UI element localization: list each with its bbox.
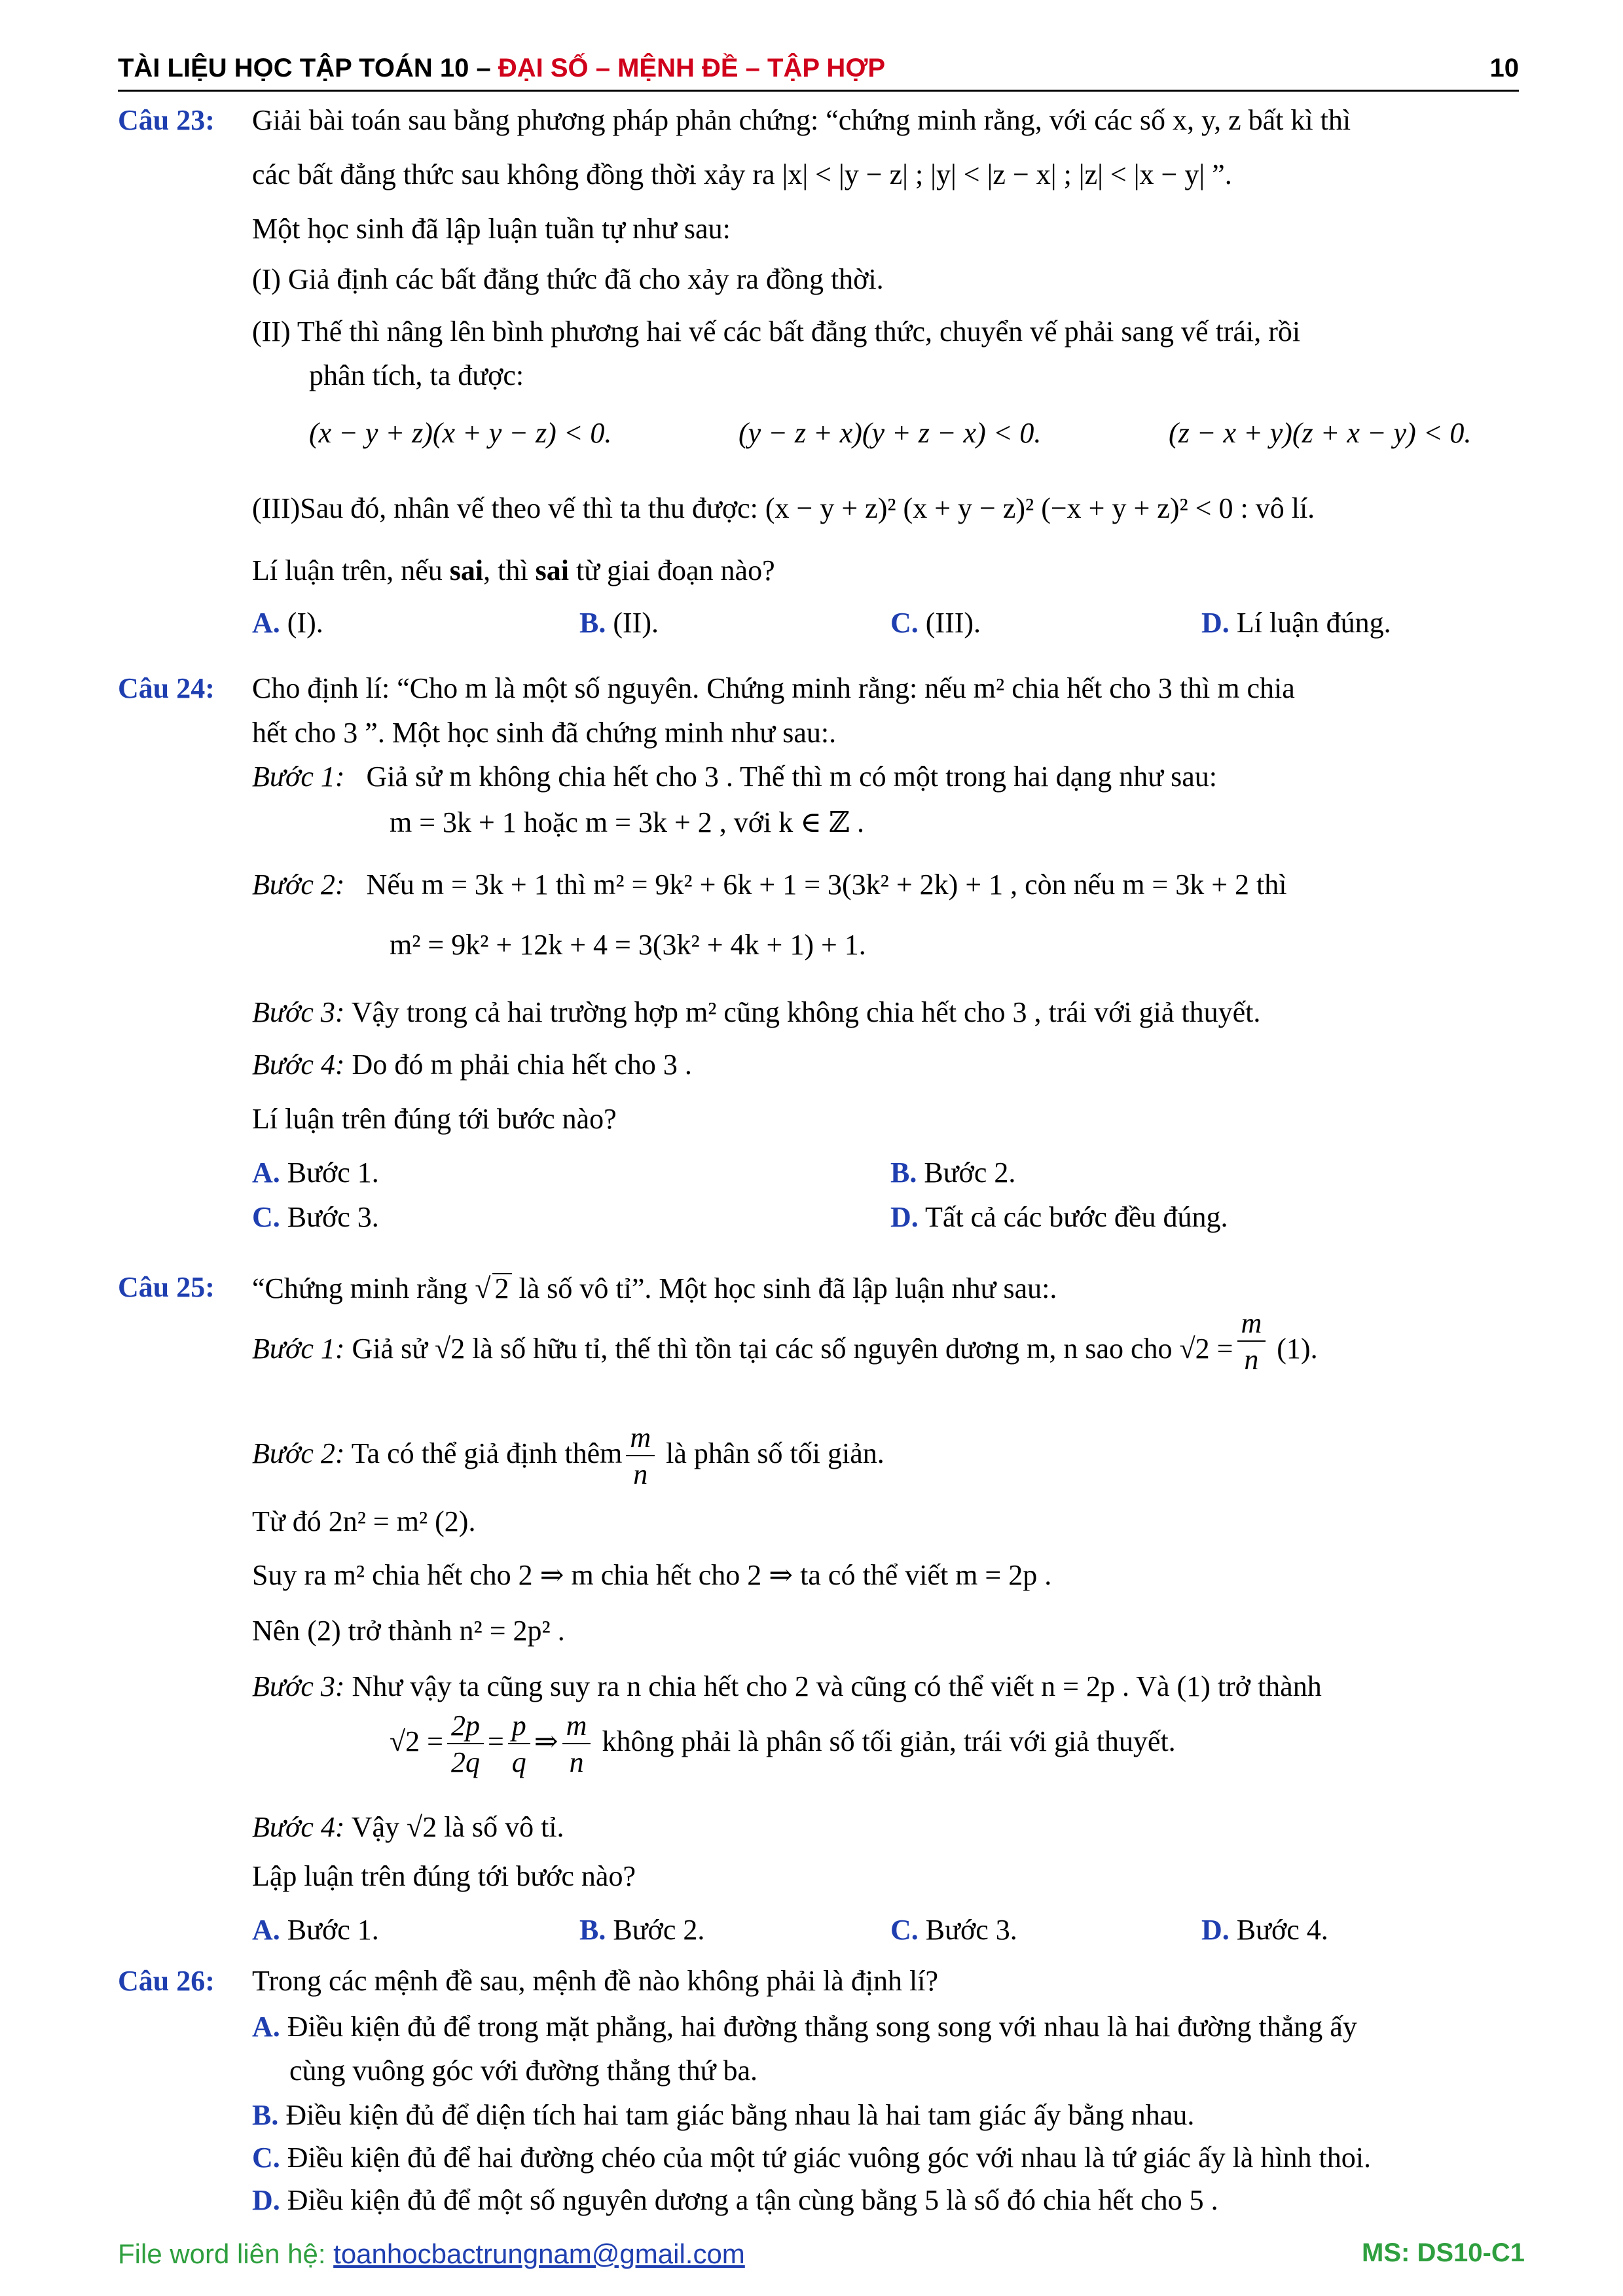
option-label: B. bbox=[890, 1157, 917, 1189]
q25-step2 bbox=[252, 1424, 884, 1489]
step-text: Do đó m phải chia hết cho 3 . bbox=[344, 1049, 692, 1081]
option-text: (III). bbox=[918, 607, 981, 639]
option-label: D. bbox=[1201, 1914, 1230, 1946]
option-label: C. bbox=[252, 2142, 280, 2174]
option-label: A. bbox=[252, 1157, 280, 1189]
step-text: Như vậy ta cũng suy ra n chia hết cho 2 và cũng có thể viết n = 2p . Và (1) trở thành bbox=[344, 1670, 1322, 1702]
option-text: Bước 2. bbox=[917, 1157, 1016, 1189]
option-label: C. bbox=[890, 1914, 919, 1946]
q25-step3-equation bbox=[390, 1712, 1176, 1777]
q24-step4 bbox=[252, 1050, 692, 1079]
option-text: Bước 3. bbox=[280, 1201, 379, 1233]
option-label: B. bbox=[252, 2099, 279, 2131]
q25-option-b[interactable] bbox=[579, 1916, 704, 1945]
q24-option-c[interactable] bbox=[252, 1203, 379, 1232]
option-label: C. bbox=[890, 607, 919, 639]
step-text: Vậy trong cả hai trường hợp m² cũng không chia hết cho 3 , trái với giả thuyết. bbox=[344, 996, 1261, 1028]
option-label: B. bbox=[579, 1914, 606, 1946]
fraction-denominator: n bbox=[569, 1746, 584, 1778]
q23-line1: Giải bài toán sau bằng phương pháp phản chứng: “chứng minh rằng, với các số x, y, z bất kì thì bbox=[252, 104, 1351, 136]
fraction-m-n bbox=[562, 1712, 591, 1777]
option-text: Bước 1. bbox=[280, 1914, 379, 1946]
option-label: D. bbox=[1201, 607, 1230, 639]
fraction-p-q bbox=[508, 1712, 530, 1777]
q26-option-d[interactable] bbox=[252, 2186, 1218, 2215]
q25-line1-post: là số vô tỉ”. Một học sinh đã lập luận như sau:. bbox=[511, 1272, 1057, 1304]
q23-question-pre: Lí luận trên, nếu bbox=[252, 554, 450, 586]
q25-step3 bbox=[252, 1672, 1322, 1701]
q24-option-a[interactable] bbox=[252, 1158, 379, 1187]
footer-contact-label: File word liên hệ: bbox=[118, 2238, 334, 2269]
q24-step2 bbox=[252, 870, 1287, 899]
option-text: (II). bbox=[606, 607, 659, 639]
option-text: Điều kiện đủ để một số nguyên dương a tận cùng bằng 5 là số đó chia hết cho 5 . bbox=[280, 2184, 1218, 2216]
option-label: C. bbox=[252, 1201, 280, 1233]
step-label: Bước 3: bbox=[252, 996, 345, 1028]
q23-step2a: (II) Thế thì nâng lên bình phương hai vế các bất đẳng thức, chuyển vế phải sang vế trái, rồi bbox=[252, 315, 1301, 348]
step-label: Bước 2: bbox=[252, 1437, 345, 1470]
q26-label: Câu 26: bbox=[118, 1965, 215, 1997]
q23-question-post: từ giai đoạn nào? bbox=[568, 554, 775, 586]
fraction-numerator: p bbox=[508, 1712, 530, 1744]
q25-line-suy: Suy ra m² chia hết cho 2 ⇒ m chia hết cho 2 ⇒ ta có thể viết m = 2p . bbox=[252, 1559, 1052, 1591]
q23-ineq1: (x − y + z)(x + y − z) < 0. bbox=[309, 417, 612, 449]
q25-label: Câu 25: bbox=[118, 1271, 215, 1303]
option-text: Bước 1. bbox=[280, 1157, 379, 1189]
q26-option-c[interactable] bbox=[252, 2144, 1371, 2172]
q23-question-bold1: sai bbox=[449, 554, 484, 586]
step-text-end: là phân số tối giản. bbox=[659, 1437, 884, 1470]
q24-option-d[interactable] bbox=[890, 1203, 1228, 1232]
q23-option-b[interactable] bbox=[579, 609, 659, 637]
option-text: Tất cả các bước đều đúng. bbox=[918, 1201, 1228, 1233]
q23-label: Câu 23: bbox=[118, 104, 215, 136]
option-text: Điều kiện đủ để diện tích hai tam giác bằng nhau là hai tam giác ấy bằng nhau. bbox=[278, 2099, 1195, 2131]
fraction-denominator: n bbox=[1244, 1344, 1259, 1376]
page-footer bbox=[118, 2238, 745, 2270]
step-text: Giả sử √2 là số hữu tỉ, thế thì tồn tại các số nguyên dương m, n sao cho √2 = bbox=[344, 1333, 1233, 1365]
q25-line1: “Chứng minh rằng √ 2 là số vô tỉ”. Một học sinh đã lập luận như sau:. bbox=[252, 1272, 1057, 1304]
q25-step1 bbox=[252, 1307, 1318, 1376]
q23-step2b: phân tích, ta được: bbox=[309, 359, 524, 391]
q26-option-b[interactable] bbox=[252, 2101, 1194, 2130]
q24-step1-cont: m = 3k + 1 hoặc m = 3k + 2 , với k ∈ ℤ . bbox=[390, 806, 864, 838]
q23-step1: (I) Giả định các bất đẳng thức đã cho xảy ra đồng thời. bbox=[252, 263, 884, 295]
q24-line1: Cho định lí: “Cho m là một số nguyên. Chứng minh rằng: nếu m² chia hết cho 3 thì m chia bbox=[252, 672, 1295, 704]
q25-step4 bbox=[252, 1813, 564, 1842]
q24-step1 bbox=[252, 762, 1217, 791]
fraction-denominator: q bbox=[511, 1746, 526, 1778]
option-label: A. bbox=[252, 1914, 280, 1946]
q23-step3: (III)Sau đó, nhân vế theo vế thì ta thu được: (x − y + z)² (x + y − z)² (−x + y + z)² < 0 : vô lí. bbox=[252, 492, 1315, 524]
q26-option-a-cont: cùng vuông góc với đường thẳng thứ ba. bbox=[289, 2054, 758, 2087]
header-title bbox=[118, 54, 885, 83]
option-label: A. bbox=[252, 607, 280, 639]
q24-option-b[interactable] bbox=[890, 1158, 1015, 1187]
q24-question: Lí luận trên đúng tới bước nào? bbox=[252, 1103, 617, 1135]
q23-ineq2: (y − z + x)(y + z − x) < 0. bbox=[739, 417, 1042, 449]
sqrt-radicand: 2 bbox=[492, 1273, 512, 1303]
fraction-2p-2q bbox=[447, 1712, 484, 1777]
option-label: D. bbox=[890, 1201, 919, 1233]
fraction-numerator: m bbox=[562, 1712, 591, 1744]
q26-option-a[interactable] bbox=[252, 2013, 1357, 2041]
q25-line-from: Từ đó 2n² = m² (2). bbox=[252, 1505, 476, 1537]
step-text-end: (1). bbox=[1269, 1333, 1318, 1365]
step-text: Ta có thể giả định thêm bbox=[344, 1437, 623, 1470]
option-label: A. bbox=[252, 2011, 280, 2043]
q23-question bbox=[252, 556, 775, 585]
step-label: Bước 4: bbox=[252, 1049, 345, 1081]
step-label: Bước 1: bbox=[252, 1333, 345, 1365]
q23-question-bold2: sai bbox=[535, 554, 569, 586]
q24-line2: hết cho 3 ”. Một học sinh đã chứng minh như sau:. bbox=[252, 717, 837, 749]
implies-arrow: ⇒ bbox=[534, 1725, 558, 1758]
header-title-topic: ĐẠI SỐ – MỆNH ĐỀ – TẬP HỢP bbox=[498, 54, 886, 82]
equation-text: không phải là phân số tối giản, trái với giả thuyết. bbox=[594, 1725, 1176, 1758]
q23-question-mid: , thì bbox=[483, 554, 536, 586]
step-text: Nếu m = 3k + 1 thì m² = 9k² + 6k + 1 = 3(3k² + 2k) + 1 , còn nếu m = 3k + 2 thì bbox=[366, 869, 1287, 901]
fraction-m-n bbox=[1237, 1309, 1266, 1374]
q25-line1-pre: “Chứng minh rằng bbox=[252, 1272, 475, 1304]
q25-question: Lập luận trên đúng tới bước nào? bbox=[252, 1860, 636, 1892]
q23-option-c[interactable] bbox=[890, 609, 981, 637]
q26-line1: Trong các mệnh đề sau, mệnh đề nào không phải là định lí? bbox=[252, 1965, 939, 1997]
q23-line2: các bất đẳng thức sau không đồng thời xảy ra |x| < |y − z| ; |y| < |z − x| ; |z| < |x − y| ”. bbox=[252, 158, 1232, 190]
step-label: Bước 3: bbox=[252, 1670, 345, 1702]
option-label: D. bbox=[252, 2184, 280, 2216]
header-divider bbox=[118, 90, 1519, 92]
page-number: 10 bbox=[1489, 54, 1519, 82]
equals-sign: = bbox=[487, 1725, 504, 1758]
q25-option-c[interactable] bbox=[890, 1916, 1017, 1945]
fraction-denominator: n bbox=[633, 1458, 648, 1490]
step-label: Bước 2: bbox=[252, 869, 345, 901]
footer-code: MS: DS10-C1 bbox=[1362, 2238, 1525, 2267]
option-text: Điều kiện đủ để trong mặt phẳng, hai đường thẳng song song với nhau là hai đường thẳng ấy bbox=[280, 2011, 1357, 2043]
option-text: Lí luận đúng. bbox=[1229, 607, 1391, 639]
q23-option-d[interactable] bbox=[1201, 609, 1391, 637]
option-text: (I). bbox=[280, 607, 323, 639]
header-title-prefix: TÀI LIỆU HỌC TẬP TOÁN 10 – bbox=[118, 54, 498, 82]
option-text: Bước 2. bbox=[606, 1914, 705, 1946]
page-header bbox=[118, 54, 1525, 93]
step-label: Bước 4: bbox=[252, 1811, 345, 1843]
q23-ineq3: (z − x + y)(z + x − y) < 0. bbox=[1169, 417, 1472, 449]
q25-option-d[interactable] bbox=[1201, 1916, 1328, 1945]
step-label: Bước 1: bbox=[252, 761, 345, 793]
q24-step2-cont: m² = 9k² + 12k + 4 = 3(3k² + 4k + 1) + 1. bbox=[390, 929, 866, 961]
q24-label: Câu 24: bbox=[118, 672, 215, 704]
q23-option-a[interactable] bbox=[252, 609, 323, 637]
fraction-numerator: 2p bbox=[447, 1712, 484, 1744]
fraction-denominator: 2q bbox=[450, 1746, 480, 1778]
step-text: Vậy √2 là số vô tỉ. bbox=[344, 1811, 564, 1843]
option-label: B. bbox=[579, 607, 606, 639]
option-text: Bước 4. bbox=[1229, 1914, 1328, 1946]
equation-lhs: √2 = bbox=[390, 1725, 443, 1758]
option-text: Điều kiện đủ để hai đường chéo của một tứ giác vuông góc với nhau là tứ giác ấy là hình thoi. bbox=[280, 2142, 1372, 2174]
q25-option-a[interactable] bbox=[252, 1916, 379, 1945]
option-text: Bước 3. bbox=[918, 1914, 1017, 1946]
fraction-numerator: m bbox=[626, 1424, 655, 1456]
fraction-numerator: m bbox=[1237, 1309, 1266, 1342]
q23-line3: Một học sinh đã lập luận tuần tự như sau: bbox=[252, 213, 731, 245]
footer-email-link[interactable]: toanhocbactrungnam@gmail.com bbox=[333, 2238, 745, 2269]
step-text: Giả sử m không chia hết cho 3 . Thế thì m có một trong hai dạng như sau: bbox=[366, 761, 1217, 793]
fraction-m-n bbox=[626, 1424, 655, 1489]
q25-line-nen: Nên (2) trở thành n² = 2p² . bbox=[252, 1615, 565, 1647]
q24-step3 bbox=[252, 998, 1260, 1027]
